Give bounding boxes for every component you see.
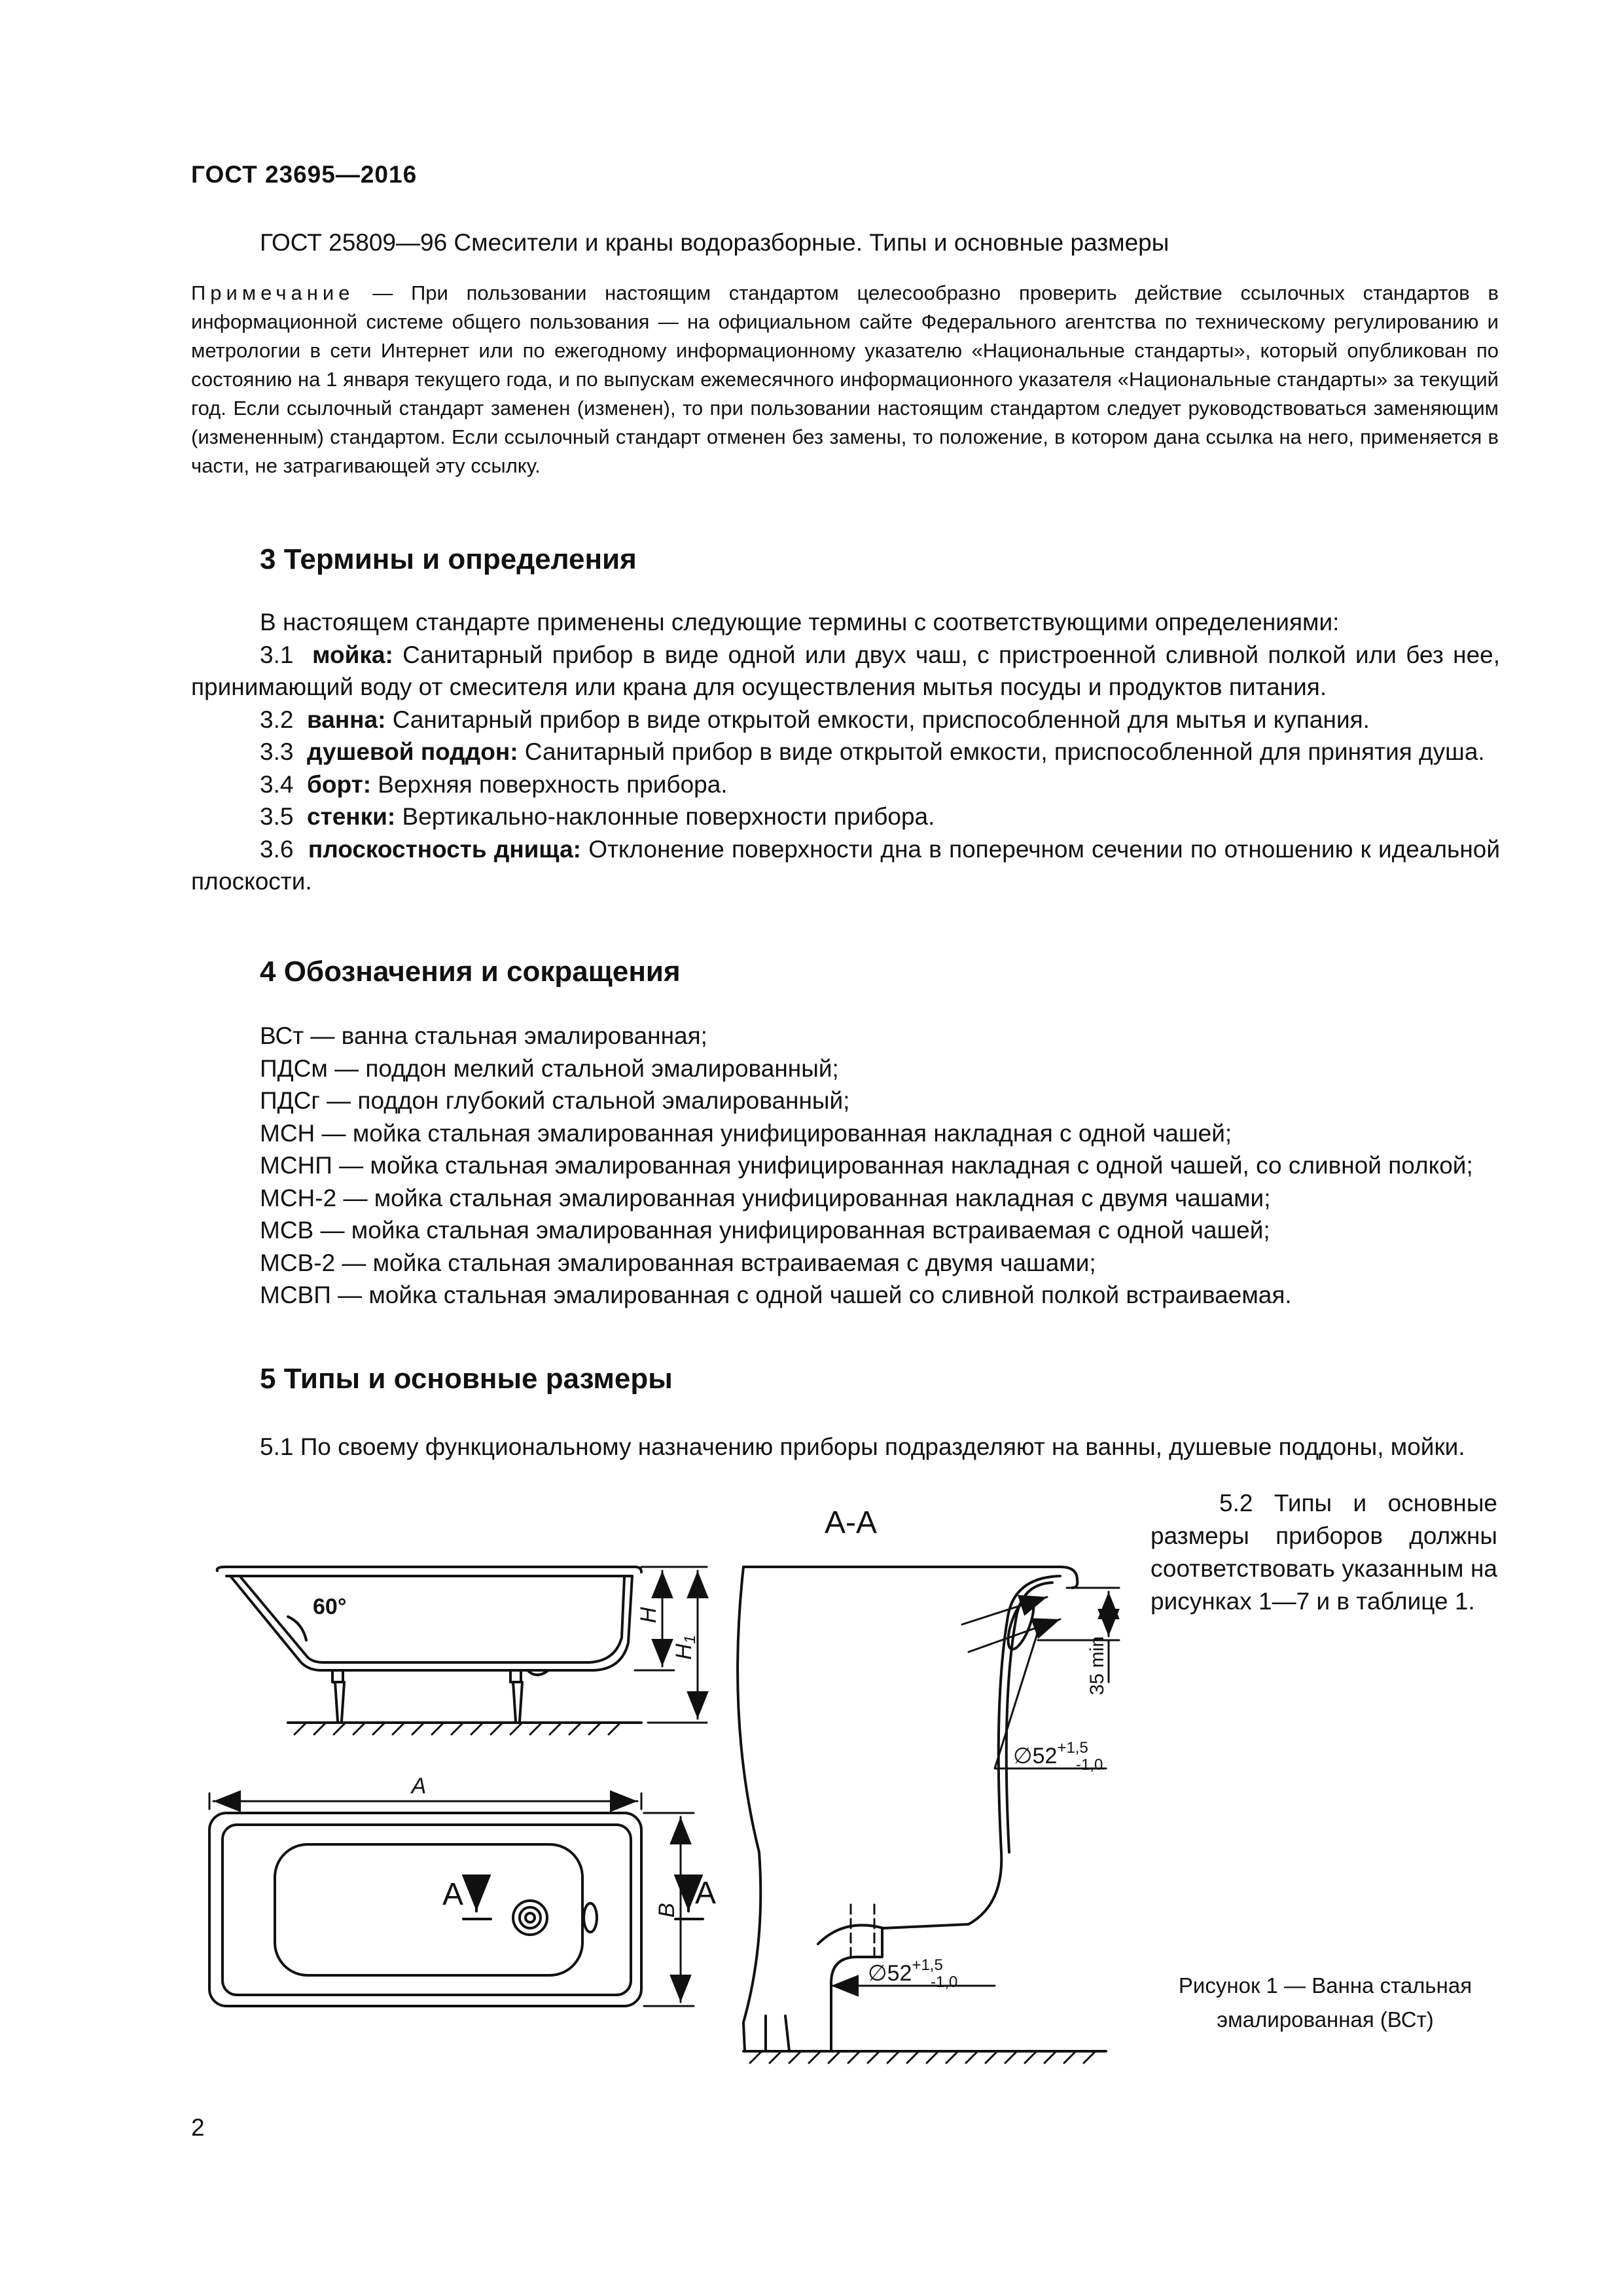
abbreviation-item: ПДСм — поддон мелкий стальной эмалированный; <box>260 1054 839 1082</box>
dim-35-label: 35 min <box>1086 1636 1108 1695</box>
caption-line-2: эмалированная (ВСт) <box>1217 2007 1434 2032</box>
drain-diameter-label: $\emptyset 52^{+1,5}$ <box>868 1956 943 1986</box>
section-5-p2: 5.2 Типы и основные размеры приборов должны соответствовать указанным на рисунках 1—7 и в таблице 1. <box>1150 1490 1497 1615</box>
note-label: Примечание <box>191 281 355 304</box>
abbreviation-item: ПДСг — поддон глубокий стальной эмалированный; <box>260 1087 850 1114</box>
floor-hatch-left <box>294 1723 620 1734</box>
drain-tol-minus: -1,0 <box>931 1973 958 1991</box>
term-item: 3.4 борт: Верхняя поверхность прибора. <box>260 770 728 798</box>
term-item: 3.3 душевой поддон: Санитарный прибор в виде открытой емкости, приспособленной для принятия душа. <box>260 738 1485 765</box>
section-5-title: 5 Типы и основные размеры <box>260 1363 673 1395</box>
abbreviation-item: МСН — мойка стальная эмалированная унифицированная накладная с одной чашей; <box>260 1119 1232 1147</box>
note-paragraph <box>191 279 1499 480</box>
abbreviation-item: МСНП — мойка стальная эмалированная унифицированная накладная с одной чашей, со сливной полкой; <box>260 1152 1473 1179</box>
section-5-p2-block <box>1150 1487 1497 1618</box>
floor-hatch-right <box>750 2051 1096 2063</box>
term-item: 3.2 ванна: Санитарный прибор в виде открытой емкости, приспособленной для мытья и купания. <box>260 706 1370 733</box>
abbreviation-item: МСВ-2 — мойка стальная эмалированная встраиваемая с двумя чашами; <box>260 1249 1096 1276</box>
overflow-diameter-label: $\emptyset 52^{+1,5}$ <box>1013 1739 1088 1768</box>
term-item: 3.6 плоскостность днища: Отклонение поверхности дна в поперечном сечении по отношению к идеальной плоскости. <box>191 835 1500 895</box>
angle-label: 60° <box>313 1594 347 1619</box>
section-5-p1-block <box>191 1431 1500 1463</box>
term-item: 3.5 стенки: Вертикально-наклонные поверхности прибора. <box>260 803 935 830</box>
plan-view <box>209 1813 641 2006</box>
document-header: ГОСТ 23695—2016 <box>191 161 418 188</box>
section-5-p1: 5.1 По своему функциональному назначению приборы подразделяют на ванны, душевые поддоны, мойки. <box>260 1433 1465 1460</box>
dim-a-label: A <box>411 1774 427 1799</box>
abbreviation-item: МСВ — мойка стальная эмалированная унифицированная встраиваемая с одной чашей; <box>260 1217 1270 1244</box>
side-view <box>217 1567 641 1723</box>
overflow-tol-minus: -1,0 <box>1076 1756 1103 1774</box>
figure-1-caption <box>1142 1969 1508 2037</box>
cut-letter-left: А <box>442 1877 464 1912</box>
section-3-body <box>191 606 1500 898</box>
dim-h1-label: H1 <box>671 1635 699 1660</box>
abbreviations-list <box>191 1020 1500 1312</box>
caption-line-1: Рисунок 1 — Ванна стальная <box>1178 1973 1472 1998</box>
cut-letter-right: А <box>695 1876 717 1910</box>
section-3-title: 3 Термины и определения <box>260 543 637 575</box>
section-3-intro: В настоящем стандарте применены следующие термины с соответствующими определениями: <box>260 609 1340 636</box>
abbreviation-item: МСВП — мойка стальная эмалированная с одной чашей со сливной полкой встраиваемая. <box>260 1282 1292 1308</box>
term-item: 3.1 мойка: Санитарный прибор в виде одной или двух чаш, с пристроенной сливной полкой или без нее, принимающий воду от смесителя или крана для осуществления мытья посуды и продуктов питания. <box>191 641 1501 700</box>
page-number: 2 <box>191 2114 205 2141</box>
section-label: А-А <box>824 1505 878 1540</box>
abbreviation-item: МСН-2 — мойка стальная эмалированная унифицированная накладная с двумя чашами; <box>260 1184 1271 1211</box>
section-4-title: 4 Обозначения и сокращения <box>260 956 681 988</box>
abbreviation-item: ВСт — ванна стальная эмалированная; <box>260 1022 707 1049</box>
figure-1-bathtub-drawing <box>190 1486 1145 2094</box>
note-text: — При пользовании настоящим стандартом целесообразно проверить действие ссылочных стандартов в информационной системе общего пользования — на официальном сайте Федерального агентства по техническому регулированию и метрологии в сети Интернет или по ежегодному информационному указателю «Национальные стандарты», который опубликован по состоянию на 1 января текущего года, и по выпускам ежемесячного информационного указателя «Национальные стандарты» за текущий год. Если ссылочный стандарт заменен (изменен), то при пользовании настоящим стандартом следует руководствоваться заменяющим (измененным) стандартом. Если ссылочный стандарт отменен без замены, то положение, в котором дана ссылка на него, применяется в части, не затрагивающей эту ссылку. <box>191 281 1499 477</box>
dim-h-label: H <box>636 1607 661 1623</box>
reference-line: ГОСТ 25809—96 Смесители и краны водоразборные. Типы и основные размеры <box>260 229 1169 256</box>
dim-b-label: B <box>654 1903 679 1918</box>
